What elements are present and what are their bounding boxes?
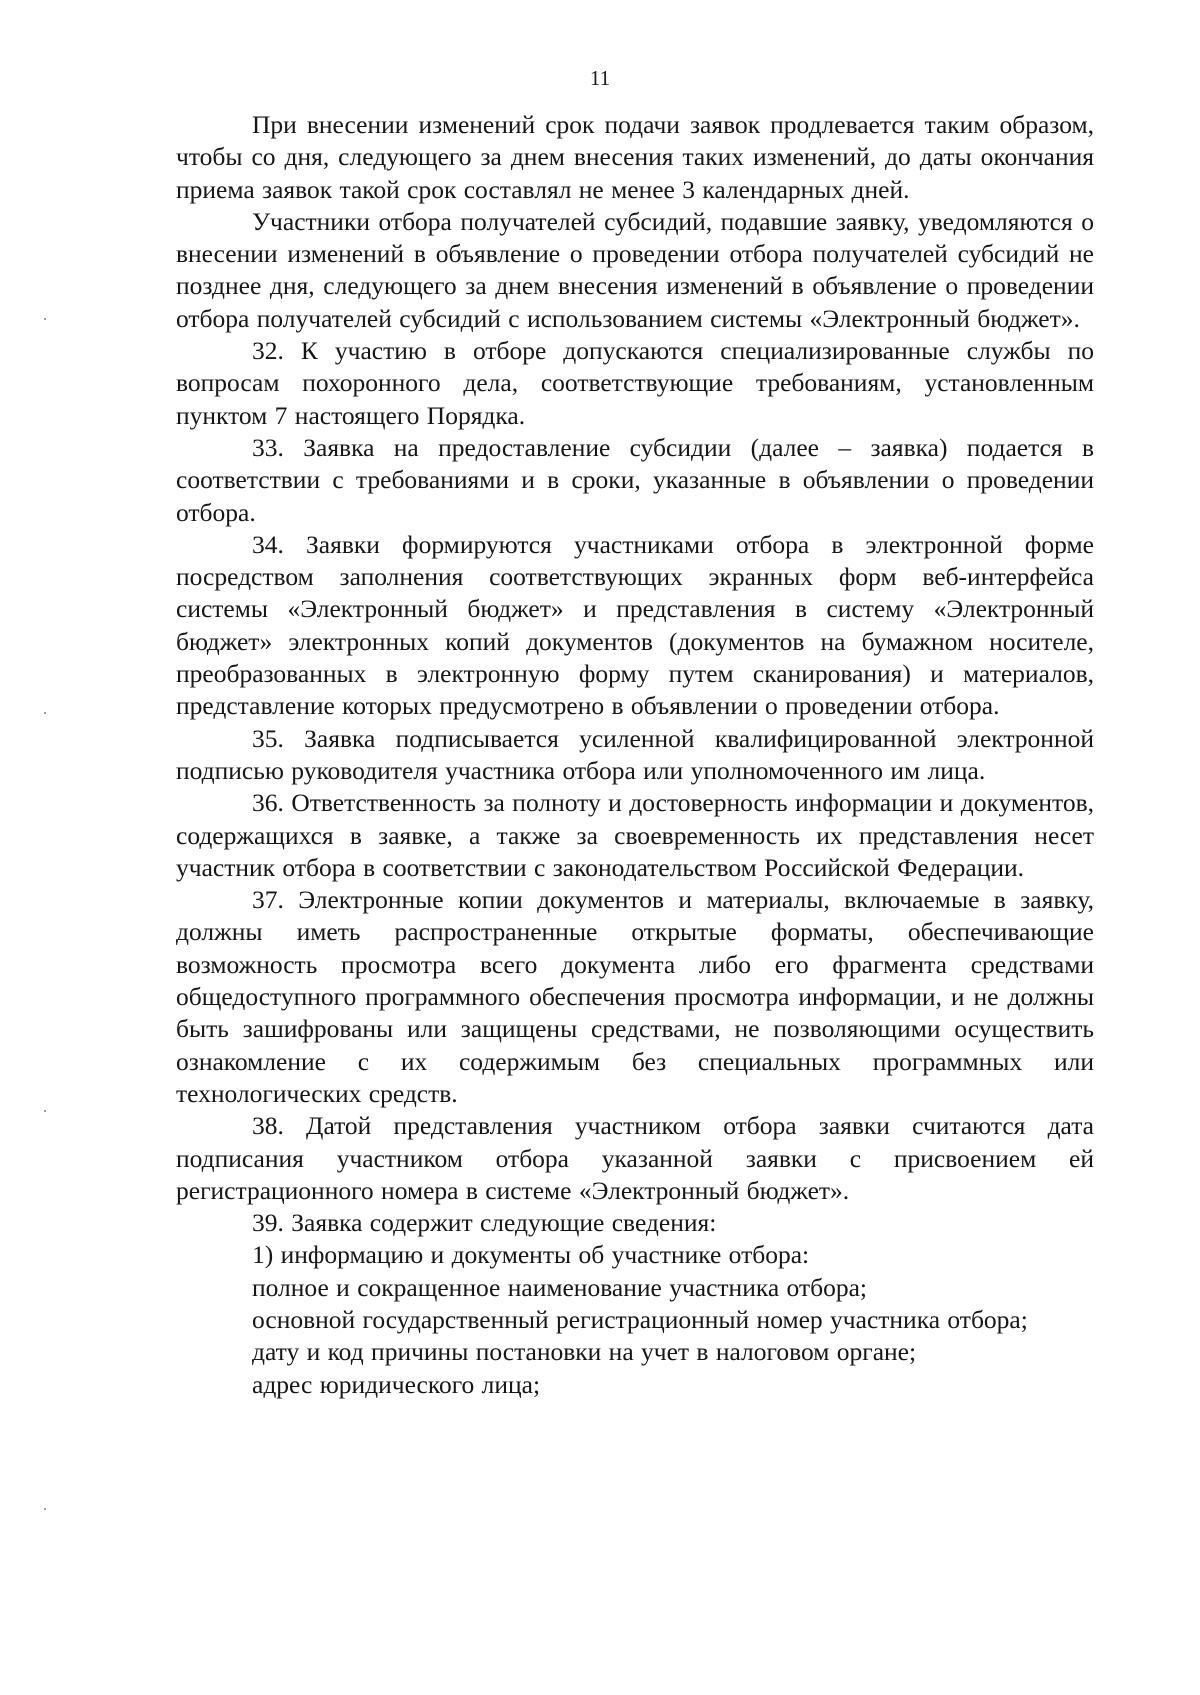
document-body bbox=[176, 109, 1094, 1401]
paragraph-clause-33: 33. Заявка на предоставление субсидии (далее – заявка) подается в соответствии с требованиями и в сроки, указанные в объявлении о проведении отбора. bbox=[176, 432, 1094, 527]
scan-mark bbox=[44, 1110, 46, 1112]
paragraph-clause-37: 37. Электронные копии документов и материалы, включаемые в заявку, должны иметь распространенные открытые форматы, обеспечивающие возможность просмотра всего документа либо его фрагмента средствами общедоступного программного обеспечения просмотра информации, и не должны быть зашифрованы или защищены средствами, не позволяющими осуществить ознакомление с их содержимым без специальных программных или технологических средств. bbox=[176, 885, 1094, 1108]
paragraph-participant-notification: Участники отбора получателей субсидий, подавшие заявку, уведомляются о внесении изменений в объявление о проведении отбора получателей субсидий не позднее дня, следующего за днем внесения изменений в объявление о проведении отбора получателей субсидий с использованием системы «Электронный бюджет». bbox=[176, 206, 1094, 333]
list-item-ogrn: основной государственный регистрационный номер участника отбора; bbox=[252, 1304, 1028, 1334]
scan-mark bbox=[44, 318, 46, 320]
paragraph-clause-32: 32. К участию в отборе допускаются специализированные службы по вопросам похоронного дела, соответствующие требованиям, установленным пунктом 7 настоящего Порядка. bbox=[176, 336, 1094, 430]
paragraph-clause-38: 38. Датой представления участником отбора заявки считаются дата подписания участником отбора указанной заявки с присвоением ей регистрационного номера в системе «Электронный бюджет». bbox=[176, 1111, 1094, 1205]
paragraph-clause-35: 35. Заявка подписывается усиленной квалифицированной электронной подписью руководителя участника отбора или уполномоченного им лица. bbox=[176, 723, 1094, 785]
paragraph-clause-36: 36. Ответственность за полноту и достоверность информации и документов, содержащихся в заявке, а также за своевременность их представления несет участник отбора в соответствии с законодательством Российской Федерации. bbox=[176, 788, 1094, 882]
list-item-legal-address: адрес юридического лица; bbox=[252, 1369, 541, 1399]
list-item-tax-registration: дату и код причины постановки на учет в налоговом органе; bbox=[252, 1337, 917, 1367]
list-item-full-name: полное и сокращенное наименование участника отбора; bbox=[252, 1272, 867, 1302]
list-item-participant-info: 1) информацию и документы об участнике отбора: bbox=[252, 1240, 810, 1270]
scan-mark bbox=[44, 1508, 46, 1510]
paragraph-amendment-deadline: При внесении изменений срок подачи заявок продлевается таким образом, чтобы со дня, следующего за днем внесения таких изменений, до даты окончания приема заявок такой срок составлял не менее 3 календарных дней. bbox=[176, 110, 1094, 204]
paragraph-clause-39: 39. Заявка содержит следующие сведения: bbox=[252, 1208, 717, 1238]
paragraph-clause-34: 34. Заявки формируются участниками отбора в электронной форме посредством заполнения соответствующих экранных форм веб-интерфейса системы «Электронный бюджет» и представления в систему «Электронный бюджет» электронных копий документов (документов на бумажном носителе, преобразованных в электронную форму путем сканирования) и материалов, представление которых предусмотрено в объявлении о проведении отбора. bbox=[176, 529, 1094, 721]
scan-mark bbox=[44, 712, 46, 714]
page-number: 11 bbox=[589, 66, 611, 90]
